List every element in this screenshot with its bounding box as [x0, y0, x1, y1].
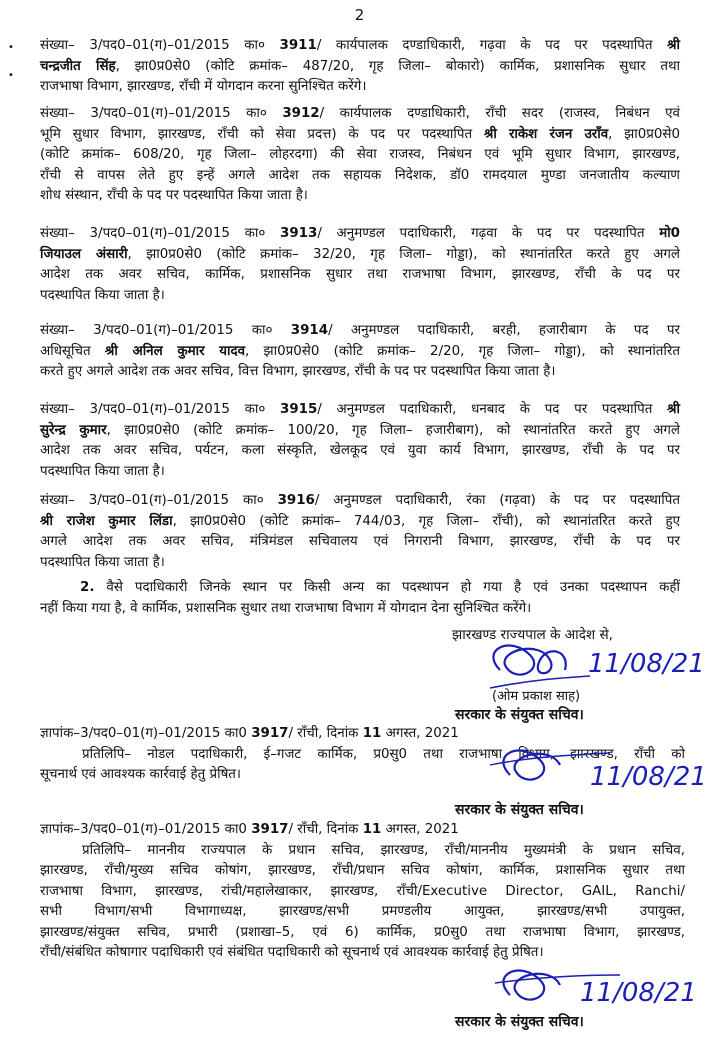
memo-1-place: / राँची, दिनांक — [288, 726, 363, 741]
order-emphasis: 3911 — [279, 38, 317, 53]
order-line — [40, 342, 680, 363]
order-line — [40, 441, 680, 462]
order-text: अगले आदेश तक अवर सचिव, मंत्रिमंडल सचिवालय एवं निगरानी विभाग, झारखण्ड, राँची के पद पर — [40, 534, 680, 549]
order-emphasis: श्री राजेश कुमार लिंडा — [40, 513, 173, 529]
clause-2 — [40, 578, 680, 619]
order-emphasis: 3915 — [280, 402, 318, 417]
order-text: / कार्यपालक दण्डाधिकारी, राँची सदर (राजस्व, निबंधन एवं — [319, 106, 680, 121]
order-line — [40, 57, 680, 78]
order-text: , झा0प्र0से0 (कोटि क्रमांक– 2/20, गृह जिला– गोड्डा), को स्थानांतरित — [245, 343, 681, 359]
order-text: अधिसूचित — [40, 343, 105, 359]
signature-2 — [480, 735, 707, 805]
signature-date-3: 11/08/21 — [580, 978, 697, 1008]
order-line — [40, 462, 680, 483]
order-emphasis: 3913 — [280, 226, 318, 241]
margin-mark: • — [8, 42, 14, 53]
order-text: , झा0प्र0से0 (कोटि क्रमांक– 744/03, गृह जिला– राँची), को स्थानांतरित करते हुए — [172, 513, 680, 529]
signature-date-2: 11/08/21 — [590, 762, 707, 792]
order-3916 — [40, 491, 680, 573]
order-text: / अनुमण्डल पदाधिकारी, रंका (गढ़वा) के पद पर पदस्थापित — [314, 493, 680, 508]
order-3912 — [40, 104, 680, 207]
memo-1-month: अगस्त, 2021 — [381, 726, 459, 741]
order-line — [40, 186, 680, 207]
memo-2-day: 11 — [362, 822, 382, 837]
order-text: पदस्थापित किया जाता है। — [40, 554, 165, 570]
order-text: / अनुमण्डल पदाधिकारी, गढ़वा के पद पर पदस्थापित — [317, 226, 660, 241]
order-line — [40, 362, 680, 383]
memo-2-number: 3917 — [251, 822, 289, 837]
order-emphasis: श्री राकेश रंजन उराँव — [483, 126, 609, 142]
memo-1-number: 3917 — [251, 726, 289, 741]
order-line — [40, 224, 680, 245]
order-text: राजभाषा विभाग, झारखण्ड, राँची में योगदान करना सुनिश्चित करेंगे। — [40, 79, 367, 94]
page-number: 2 — [354, 6, 365, 24]
signature-date-1: 11/08/21 — [588, 649, 705, 679]
order-text: (कोटि क्रमांक– 608/20, गृह जिला– लोहरदगा) की सेवा राजस्व, निबंधन एवं भूमि सुधार विभाग, झारखण्ड, — [40, 147, 680, 162]
designation-3: सरकार के संयुक्त सचिव। — [455, 1014, 584, 1030]
memo-2-line-5: झारखण्ड/संयुक्त सचिव, प्रभारी (प्रशाखा–5, एवं 6) कार्मिक, प्र0सु0 तथा राजभाषा विभाग, झारखण्ड, — [40, 924, 685, 940]
margin-mark: • — [8, 70, 14, 81]
order-emphasis: श्री — [667, 38, 680, 53]
order-line — [40, 245, 680, 266]
order-text: / कार्यपालक दण्डाधिकारी, गढ़वा के पद पर पदस्थापित — [316, 38, 668, 53]
order-text: संख्या– 3/पद0–01(ग)–01/2015 का० — [40, 323, 291, 338]
clause-number: 2. — [80, 580, 95, 595]
order-line — [40, 321, 680, 342]
order-3914 — [40, 321, 680, 383]
order-text: , झा0प्र0से0 (कोटि क्रमांक– 32/20, गृह जिला– गोड्डा), को स्थानांतरित करते हुए अगले — [127, 246, 681, 262]
order-line — [40, 166, 680, 187]
memo-2 — [40, 820, 685, 964]
order-text: संख्या– 3/पद0–01(ग)–01/2015 का० — [40, 226, 281, 241]
order-text: संख्या– 3/पद0–01(ग)–01/2015 का० — [40, 493, 278, 508]
order-text: संख्या– 3/पद0–01(ग)–01/2015 का० — [40, 106, 283, 121]
memo-2-line-2: झारखण्ड, राँची/मुख्य सचिव कोषांग, झारखण्ड, राँची/प्रधान सचिव कोषांग, कार्मिक, प्रशासनिक सुधार तथा — [40, 863, 685, 878]
order-text: करते हुए अगले आदेश तक अवर सचिव, वित्त विभाग, झारखण्ड, राँची के पद पर पदस्थापित किया जाता है। — [40, 364, 556, 379]
memo-2-month: अगस्त, 2021 — [381, 822, 459, 837]
order-text: , झा0प्र0से0 (कोटि क्रमांक– 100/20, गृह जिला– हजारीबाग), को स्थानांतरित करते हुए अगले — [106, 422, 680, 438]
order-text: शोध संस्थान, राँची के पद पर पदस्थापित किया जाता है। — [40, 188, 308, 203]
order-text: , झा0प्र0से0 (कोटि क्रमांक– 487/20, गृह जिला– बोकारो) कार्मिक, प्रशासनिक सुधार तथा — [115, 58, 680, 74]
order-line — [40, 77, 680, 98]
order-text: , झा0प्र0से0 — [608, 126, 681, 142]
memo-1-line-2: सूचनार्थ एवं आवश्यक कार्रवाई हेतु प्रेषित। — [40, 767, 242, 782]
order-text: / अनुमण्डल पदाधिकारी, बरही, हजारीबाग के पद पर — [328, 323, 680, 338]
order-emphasis: 3914 — [290, 323, 329, 338]
order-emphasis: 3916 — [277, 493, 315, 508]
order-text: संख्या– 3/पद0–01(ग)–01/2015 का० — [40, 402, 281, 417]
order-text: / अनुमण्डल पदाधिकारी, धनबाद के पद पर पदस्थापित — [317, 402, 668, 417]
order-emphasis: श्री अनिल कुमार यादव — [104, 343, 246, 359]
memo-1-ref: ज्ञापांक–3/पद0–01(ग)–01/2015 का0 — [40, 726, 252, 741]
memo-2-line-3: राजभाषा विभाग, झारखण्ड, रांची/महालेखाकार, झारखण्ड, राँची/Executive Director, GAIL, Ranchi/ — [40, 883, 685, 899]
order-emphasis: जियाउल अंसारी — [40, 246, 128, 262]
memo-2-place: / राँची, दिनांक — [288, 822, 363, 837]
order-emphasis: मो0 — [659, 226, 680, 241]
memo-1-day: 11 — [362, 726, 382, 741]
designation-1: सरकार के संयुक्त सचिव। — [455, 707, 584, 723]
memo-2-line-1: प्रतिलिपि– माननीय राज्यपाल के प्रधान सचिव, झारखण्ड, राँची/माननीय मुख्यमंत्री के प्रधान सचिव, — [82, 842, 685, 858]
order-line — [40, 491, 680, 512]
order-line — [40, 421, 680, 442]
order-emphasis: श्री — [667, 402, 680, 417]
order-text: राँची से वापस लेते हुए इन्हें अगले आदेश तक सहायक निदेशक, डॉ0 रामदयाल मुण्डा जनजातीय कल्याण — [40, 167, 680, 183]
order-text: संख्या– 3/पद0–01(ग)–01/2015 का० — [40, 38, 280, 53]
order-emphasis: 3912 — [282, 106, 320, 121]
order-text: पदस्थापित किया जाता है। — [40, 463, 165, 479]
order-line — [40, 512, 680, 533]
signatory-name: (ओम प्रकाश साह) — [492, 689, 581, 704]
memo-2-ref: ज्ञापांक–3/पद0–01(ग)–01/2015 का0 — [40, 822, 252, 837]
governor-order-line: झारखण्ड राज्यपाल के आदेश से, — [452, 627, 613, 643]
order-3913 — [40, 224, 680, 306]
order-line — [40, 400, 680, 421]
order-3915 — [40, 400, 680, 482]
order-text: भूमि सुधार विभाग, झारखण्ड, राँची को सेवा प्रदत्त) के पद पर पदस्थापित — [40, 126, 484, 142]
order-line — [40, 104, 680, 125]
order-3911 — [40, 36, 680, 98]
memo-2-line-6: राँची/संबंधित कोषागार पदाधिकारी एवं संबंधित पदाधिकारी को सूचनार्थ एवं आवश्यक कार्रवाई हेतु प्रेषित। — [40, 945, 544, 960]
order-text: पदस्थापित किया जाता है। — [40, 287, 165, 303]
order-line — [40, 532, 680, 553]
memo-1-line-1: प्रतिलिपि– नोडल पदाधिकारी, ई–गजट कार्मिक, प्र0सु0 तथा राजभाषा विभाग, झारखण्ड, राँची को — [82, 746, 685, 762]
memo-2-line-4: सभी विभाग/सभी विभागाध्यक्ष, झारखण्ड/सभी प्रमण्डलीय आयुक्त, झारखण्ड/सभी उपायुक्त, — [40, 904, 685, 919]
order-line — [40, 286, 680, 307]
margin-marks — [8, 34, 14, 90]
order-text: आदेश तक अवर सचिव, पर्यटन, कला संस्कृति, खेलकूद एवं युवा कार्य विभाग, झारखण्ड, राँची के पद पर — [40, 443, 680, 458]
order-line — [40, 265, 680, 286]
designation-2: सरकार के संयुक्त सचिव। — [455, 802, 584, 818]
order-line — [40, 36, 680, 57]
order-emphasis: चन्द्रजीत सिंह — [40, 58, 116, 74]
clause-text-2: नहीं किया गया है, वे कार्मिक, प्रशासनिक सुधार तथा राजभाषा विभाग में योगदान देना सुनिश्चित करेंगे। — [40, 600, 532, 616]
order-text: आदेश तक अवर सचिव, कार्मिक, प्रशासनिक सुधार तथा राजभाषा विभाग, झारखण्ड, राँची के पद पर — [40, 267, 680, 282]
clause-text-1: वैसे पदाधिकारी जिनके स्थान पर किसी अन्य का पदस्थापन हो गया है एवं उनका पदस्थापन कहीं — [94, 580, 680, 595]
order-emphasis: सुरेन्द्र कुमार — [40, 422, 107, 438]
order-line — [40, 145, 680, 166]
order-line — [40, 553, 680, 574]
order-line — [40, 125, 680, 146]
